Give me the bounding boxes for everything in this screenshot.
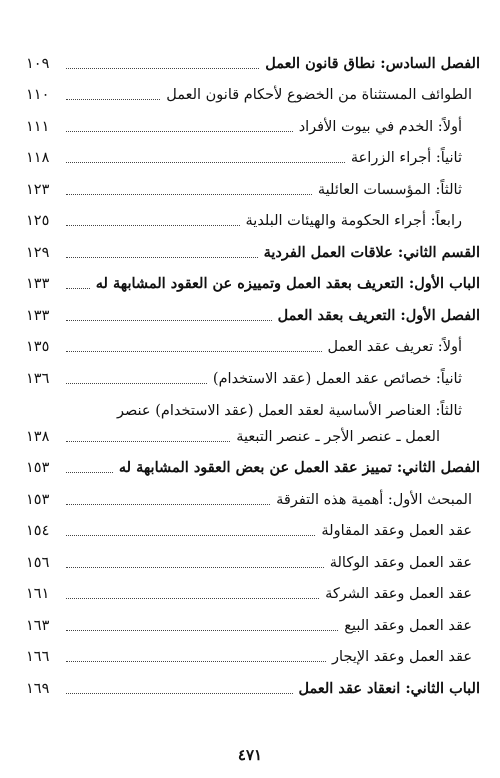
toc-entry-title: الطوائف المستثناة من الخضوع لأحكام قانون العمل — [166, 87, 472, 103]
toc-entry-title: عقد العمل وعقد الوكالة — [329, 554, 472, 571]
leader-dots — [66, 661, 326, 662]
toc-entry-title: الباب الأول: التعريف بعقد العمل وتمييزه عن العقود المشابهة له — [95, 275, 480, 292]
leader-dots — [66, 504, 270, 505]
toc-entry — [26, 326, 480, 358]
toc-entry-page: ١٢٩ — [26, 244, 50, 261]
leader-dots — [66, 535, 315, 536]
toc-entry-page: ١٦٦ — [26, 649, 50, 665]
toc-entry-page: ١٦١ — [26, 586, 50, 602]
toc-entry-page: ١٥٦ — [26, 554, 50, 571]
toc-entry — [26, 105, 480, 137]
toc-entry — [26, 667, 480, 699]
toc-entry-title: عقد العمل وعقد الإيجار — [332, 649, 472, 665]
leader-dots — [66, 351, 322, 352]
toc-entry-title: الفصل السادس: نطاق قانون العمل — [265, 54, 480, 72]
toc-entry — [26, 510, 480, 542]
leader-dots — [66, 441, 230, 442]
toc-entry-page: ١٣٥ — [26, 339, 50, 355]
toc-entry-title: المبحث الأول: أهمية هذه التفرقة — [276, 491, 472, 508]
leader-dots — [66, 225, 240, 226]
toc-entry-page: ١١٠ — [26, 87, 50, 103]
toc-entry-title: عقد العمل وعقد المقاولة — [321, 523, 472, 539]
toc-entry-title: عقد العمل وعقد الشركة — [325, 586, 472, 602]
toc-entry-title: الفصل الثاني: تمييز عقد العمل عن بعض العقود المشابهة له — [118, 459, 480, 476]
toc-entry-page: ١٢٣ — [26, 181, 50, 198]
toc-entry-title: ثانياً: خصائص عقد العمل (عقد الاستخدام) — [212, 370, 462, 387]
toc-entry-page: ١٥٣ — [26, 491, 50, 508]
leader-dots — [66, 598, 319, 599]
toc-entry-page: ١٣٦ — [26, 370, 50, 387]
toc-entry — [26, 42, 480, 74]
leader-dots — [66, 194, 312, 195]
leader-dots — [66, 162, 345, 163]
toc-entry — [26, 137, 480, 169]
toc-entry-page: ١١١ — [26, 118, 50, 135]
toc-entry-page: ١٦٣ — [26, 617, 50, 634]
toc-entry-page: ١٢٥ — [26, 213, 50, 229]
leader-dots — [66, 257, 258, 258]
table-of-contents — [26, 42, 480, 699]
toc-entry — [26, 263, 480, 295]
toc-entry-page: ١٥٤ — [26, 523, 50, 539]
toc-entry-title: ثالثاً: المؤسسات العائلية — [317, 181, 462, 198]
toc-entry-title: رابعاً: أجراء الحكومة والهيئات البلدية — [245, 213, 462, 229]
toc-entry — [26, 200, 480, 232]
leader-dots — [66, 630, 338, 631]
toc-entry — [26, 168, 480, 200]
toc-entry-page: ١٣٣ — [26, 307, 50, 324]
leader-dots — [66, 383, 207, 384]
leader-dots — [66, 68, 259, 69]
toc-entry-title-line1: ثالثاً: العناصر الأساسية لعقد العمل (عقد الاستخدام) عنصر — [116, 402, 462, 419]
leader-dots — [66, 693, 293, 694]
toc-entry-title: ثانياً: أجراء الزراعة — [350, 150, 462, 166]
toc-entry — [26, 231, 480, 263]
leader-dots — [66, 567, 324, 568]
toc-entry-page: ١٠٩ — [26, 55, 50, 72]
leader-dots — [66, 131, 293, 132]
leader-dots — [66, 99, 160, 100]
toc-entry — [26, 478, 480, 510]
toc-entry-page: ١٦٩ — [26, 680, 50, 697]
toc-entry — [26, 294, 480, 326]
toc-entry-title: أولاً: الخدم في بيوت الأفراد — [298, 118, 462, 135]
toc-entry-title: الباب الثاني: انعقاد عقد العمل — [298, 679, 480, 697]
leader-dots — [66, 288, 90, 289]
toc-entry-multiline — [26, 389, 480, 447]
toc-entry-line2 — [26, 421, 480, 447]
toc-entry — [26, 573, 480, 605]
leader-dots — [66, 472, 113, 473]
toc-entry-title: القسم الثاني: علاقات العمل الفردية — [263, 243, 480, 261]
page-number: ٤٧١ — [237, 746, 263, 764]
toc-entry — [26, 357, 480, 389]
toc-entry — [26, 541, 480, 573]
toc-entry-page: ١١٨ — [26, 150, 50, 166]
toc-entry — [26, 636, 480, 668]
toc-entry — [26, 604, 480, 636]
toc-entry — [26, 447, 480, 479]
toc-entry-page: ١٣٣ — [26, 276, 50, 292]
toc-entry-page: ١٣٨ — [26, 428, 50, 445]
toc-entry-title: عقد العمل وعقد البيع — [344, 617, 472, 634]
toc-entry-title: الفصل الأول: التعريف بعقد العمل — [277, 306, 480, 324]
toc-entry-page: ١٥٣ — [26, 460, 50, 476]
toc-entry-title: أولاً: تعريف عقد العمل — [327, 339, 462, 355]
toc-entry-title-line2: العمل ـ عنصر الأجر ـ عنصر التبعية — [236, 428, 440, 445]
leader-dots — [66, 320, 272, 321]
toc-entry — [26, 74, 480, 106]
